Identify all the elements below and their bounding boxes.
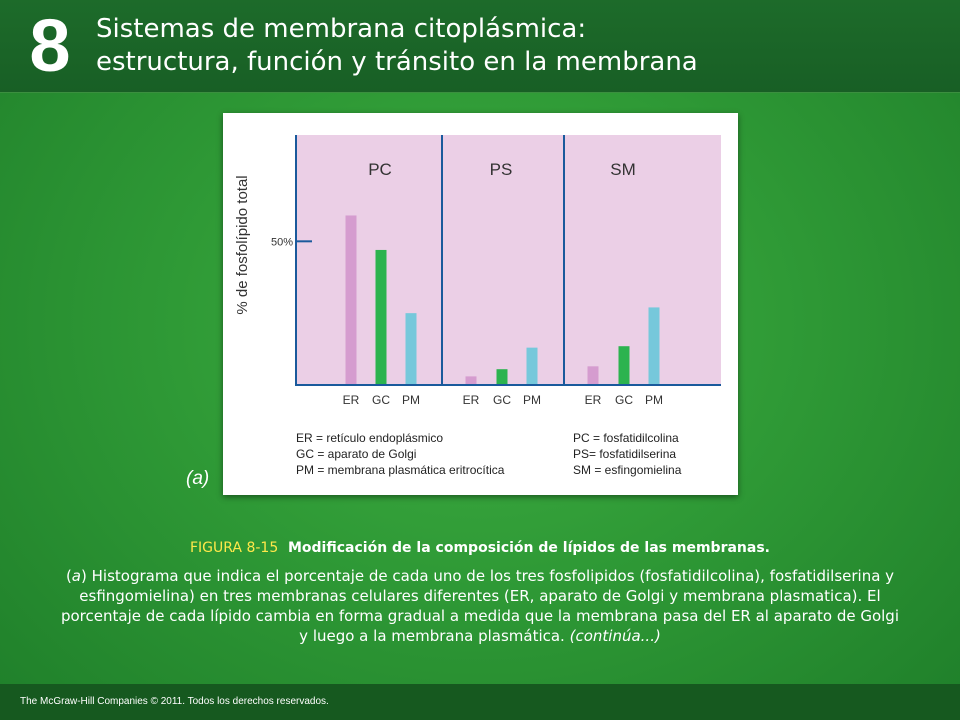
panel-title: PC [368, 160, 392, 179]
x-tick-label: ER [342, 393, 360, 407]
slide-title-line2: estructura, función y tránsito en la membrana [96, 47, 698, 77]
figure-panel-letter: (a) [186, 468, 210, 489]
y-tick-label: 50% [270, 236, 293, 249]
legend-right-item: PC = fosfatidilcolina [573, 431, 679, 445]
figure-number: FIGURA 8-15 [189, 540, 279, 556]
legend-left-item: PM = membrana plasmática eritrocítica [296, 463, 505, 477]
bar-ps-pm [527, 348, 538, 385]
legend-left [296, 431, 505, 477]
caption-paren: ( [65, 567, 72, 585]
bar-ps-er [466, 376, 477, 385]
legend-left-item: GC = aparato de Golgi [296, 447, 417, 461]
caption-text: ) Histograma que indica el porcentaje de cada uno de los tres fosfolipidos (fosfatidilcolina), fosfatidilserina y esfingomielina) en tres membranas celulares diferentes (ER, aparato de Golgi y membrana plasmatica). El porcentaje de cada lípido cambia en forma gradual a medida que la membrana pasa del ER al aparato de Golgi y luego a la membrana plasmática. [60, 567, 899, 645]
panel-title: PS [489, 160, 513, 179]
slide-title-line1: Sistemas de membrana citoplásmica: [96, 14, 587, 44]
legend-left-item: ER = retículo endoplásmico [296, 431, 444, 445]
legend-right [573, 431, 682, 477]
slide-footer [0, 684, 960, 720]
slide-header [0, 0, 960, 93]
x-tick-label: GC [493, 393, 511, 407]
bar-sm-gc [619, 346, 630, 385]
bar-ps-gc [497, 369, 508, 385]
slide-title [96, 13, 698, 79]
y-axis-label: % de fosfolípido total [234, 175, 251, 315]
figure-card [223, 113, 738, 495]
panel-title: SM [610, 160, 636, 179]
bar-pc-pm [406, 313, 417, 385]
caption-continued: (continúa...) [569, 627, 661, 645]
caption-body [60, 566, 900, 646]
bar-pc-er [346, 215, 357, 385]
x-tick-label: PM [523, 393, 541, 407]
x-tick-label: PM [402, 393, 420, 407]
legend-right-item: SM = esfingomielina [573, 463, 682, 477]
x-tick-label: ER [584, 393, 602, 407]
chapter-number: 8 [29, 4, 71, 87]
caption-title [60, 540, 900, 556]
x-tick-label: PM [645, 393, 663, 407]
figure-caption [60, 540, 900, 646]
bar-sm-er [588, 366, 599, 385]
copyright-text: The McGraw-Hill Companies © 2011. Todos los derechos reservados. [20, 696, 329, 707]
bar-chart [223, 113, 738, 495]
legend-right-item: PS= fosfatidilserina [573, 447, 677, 461]
figure-title: Modificación de la composición de lípidos de las membranas. [287, 540, 770, 556]
bar-sm-pm [649, 307, 660, 385]
x-tick-label: GC [615, 393, 633, 407]
x-tick-label: ER [462, 393, 480, 407]
bar-pc-gc [376, 250, 387, 385]
caption-letter: a [71, 567, 81, 585]
x-tick-label: GC [372, 393, 390, 407]
